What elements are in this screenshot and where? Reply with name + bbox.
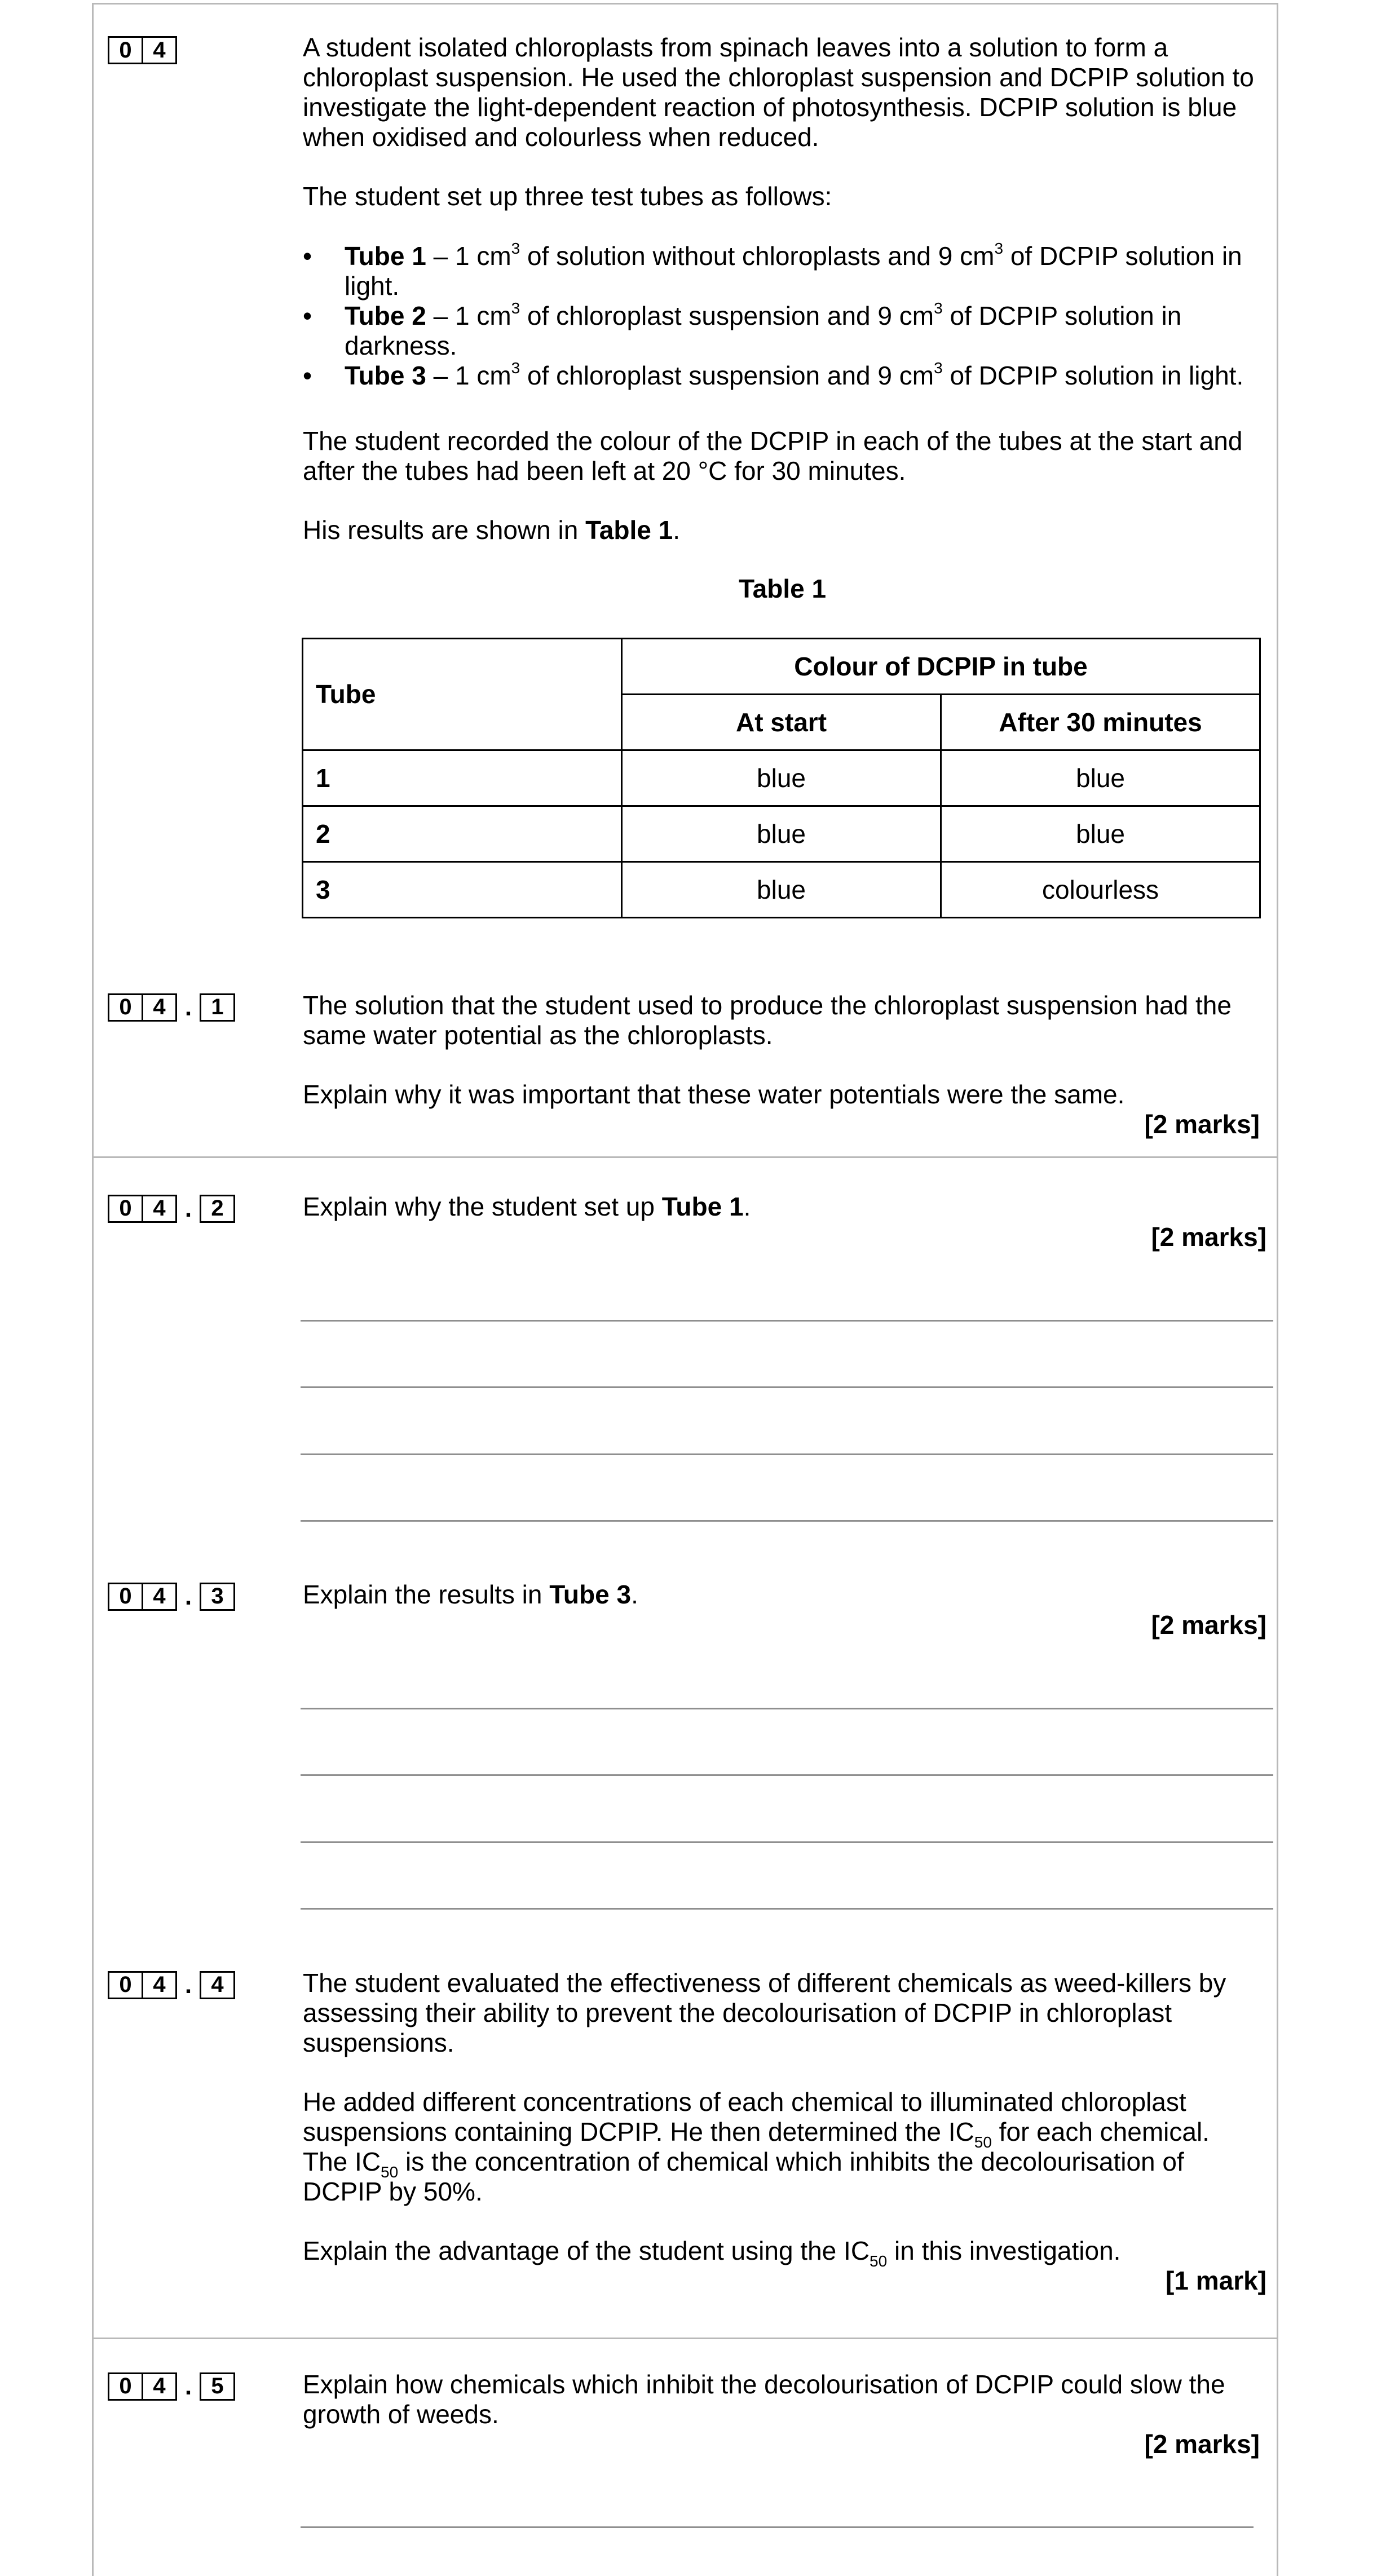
q4-ask: Explain the advantage of the student using the $IC_{50}$ in this investigation. [303, 2236, 1121, 2270]
answer-line[interactable] [301, 1908, 1273, 1910]
cell-tube: 2 [303, 806, 622, 862]
separator-dot: . [184, 1195, 192, 1222]
q5-marks: [2 marks] [1144, 2429, 1260, 2459]
q3-marks: [2 marks] [1151, 1610, 1266, 1640]
answer-line[interactable] [301, 1774, 1273, 1776]
header-at-start: At start [622, 695, 941, 750]
answer-line[interactable] [301, 1841, 1273, 1843]
q2-text: Explain why the student set up Tube 1. [303, 1192, 751, 1221]
q1-marks: [2 marks] [1144, 1110, 1260, 1139]
table-row [303, 806, 1260, 862]
intro-text: A student isolated chloroplasts from spinach leaves into a solution to form a chloroplast suspension. He used the chloroplast suspension and DCPIP solution to investigate the light-dependent reaction of photosynthesis. DCPIP solution is blue when oxidised and colourless when reduced. [303, 33, 1254, 152]
answer-line[interactable] [301, 1520, 1273, 1522]
question-number-04 [108, 36, 175, 64]
cell-start: blue [622, 862, 941, 918]
q4-text: The student evaluated the effectiveness of different chemicals as weed-killers by assessing their ability to prevent the decolourisation of DCPIP in chloroplast suspensions. [303, 1968, 1226, 2057]
question-intro [303, 33, 1256, 152]
digit-box: 2 [200, 1195, 235, 1223]
question-number-04-4 [108, 1970, 233, 2000]
cell-after: blue [941, 806, 1260, 862]
answer-line[interactable] [301, 1453, 1273, 1455]
answer-line[interactable] [301, 1708, 1273, 1709]
list-item: • Tube 3 – 1 $cm^3$ of chloroplast suspension and 9 $cm^3$ of DCPIP solution in light. [303, 361, 1256, 391]
answer-line[interactable] [301, 1320, 1273, 1322]
digit-box: 4 [142, 36, 177, 64]
digit-box: 4 [142, 2372, 177, 2401]
digit-box: 0 [108, 36, 143, 64]
header-after-30: After 30 minutes [941, 695, 1260, 750]
setup-text: The student set up three test tubes as follows: [303, 182, 832, 211]
recorded-text: The student recorded the colour of the DCPIP in each of the tubes at the start and after the tubes had been left at 20 °C for 30 minutes. [303, 426, 1243, 485]
cell-after: colourless [941, 862, 1260, 918]
digit-box: 4 [142, 993, 177, 1022]
table-row [303, 862, 1260, 918]
question-number-04-5 [108, 2371, 233, 2401]
question-number-04-1 [108, 992, 233, 1022]
q5-text: Explain how chemicals which inhibit the decolourisation of DCPIP could slow the growth of weeds. [303, 2370, 1225, 2429]
cell-start: blue [622, 806, 941, 862]
table-title: Table 1 [738, 574, 827, 603]
digit-box: 4 [142, 1195, 177, 1223]
results-table [302, 638, 1261, 918]
digit-box: 0 [108, 1195, 143, 1223]
question-number-04-2 [108, 1194, 233, 1223]
question-number-04-3 [108, 1581, 233, 1611]
digit-box: 0 [108, 1583, 143, 1611]
answer-line[interactable] [301, 1386, 1273, 1388]
q2-marks: [2 marks] [1151, 1222, 1266, 1252]
q1-ask: Explain why it was important that these water potentials were the same. [303, 1080, 1125, 1109]
q4-marks: [1 mark] [1166, 2266, 1266, 2295]
q1-text: The solution that the student used to produce the chloroplast suspension had the same water potential as the chloroplasts. [303, 991, 1232, 1050]
digit-box: 0 [108, 1971, 143, 1999]
digit-box: 0 [108, 2372, 143, 2401]
digit-box: 4 [200, 1971, 235, 1999]
cell-after: blue [941, 750, 1260, 806]
digit-box: 4 [142, 1971, 177, 1999]
answer-line[interactable] [301, 2526, 1254, 2528]
results-text: His results are shown in Table 1. [303, 515, 680, 545]
separator-dot: . [184, 1971, 192, 1999]
digit-box: 5 [200, 2372, 235, 2401]
table-row [303, 750, 1260, 806]
cell-tube: 3 [303, 862, 622, 918]
header-tube: Tube [303, 639, 622, 750]
list-item: • Tube 2 – 1 $cm^3$ of chloroplast suspension and 9 $cm^3$ of DCPIP solution in darkness. [303, 301, 1256, 361]
separator-dot: . [184, 2372, 192, 2400]
digit-box: 3 [200, 1583, 235, 1611]
cell-tube: 1 [303, 750, 622, 806]
header-colour-group: Colour of DCPIP in tube [622, 639, 1260, 695]
separator-dot: . [184, 993, 192, 1021]
list-item: • Tube 1 – 1 $cm^3$ of solution without chloroplasts and 9 $cm^3$ of DCPIP solution in light. [303, 241, 1256, 301]
digit-box: 0 [108, 993, 143, 1022]
digit-box: 4 [142, 1583, 177, 1611]
digit-box: 1 [200, 993, 235, 1022]
tube-list [303, 241, 1256, 391]
separator-dot: . [184, 1583, 192, 1610]
q3-text: Explain the results in Tube 3. [303, 1580, 638, 1609]
cell-start: blue [622, 750, 941, 806]
q4-text-2: He added different concentrations of each chemical to illuminated chloroplast suspensions containing DCPIP. He then determined the $IC_{50}$ for each chemical. The $IC_{50}$ is the concentration of chemical which inhibits the decolourisation of DCPIP by 50%. [303, 2087, 1210, 2206]
